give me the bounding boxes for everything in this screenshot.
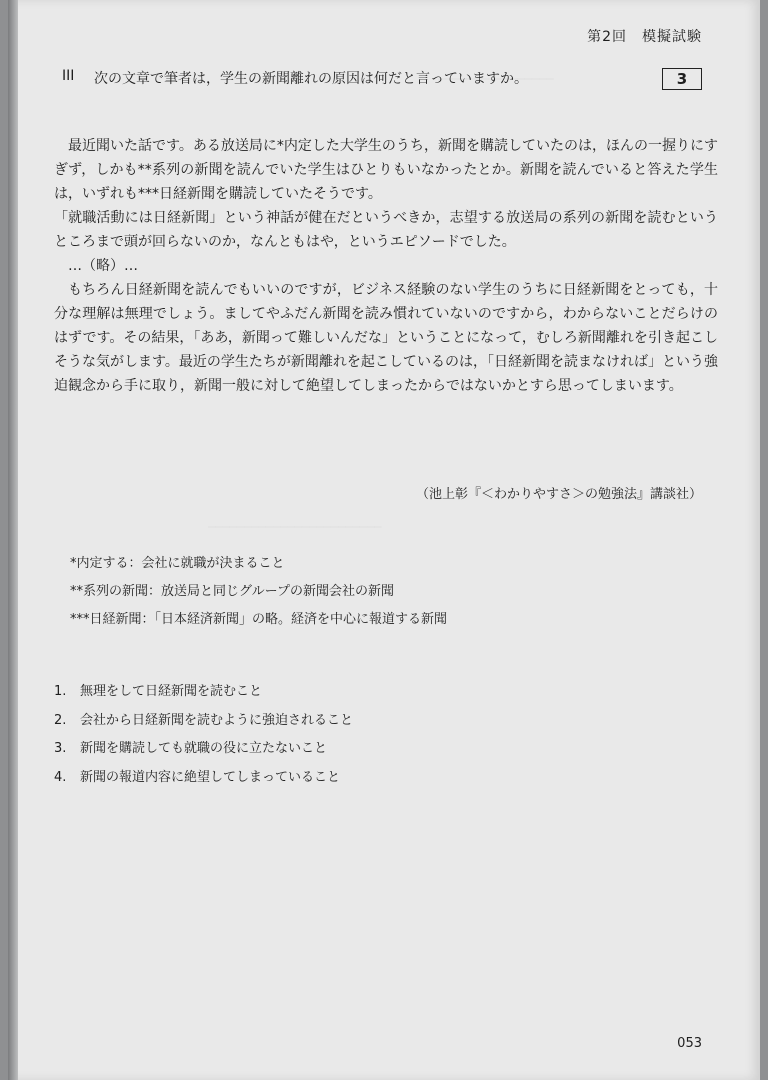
passage-omission: …（略）…	[68, 258, 138, 274]
question-text: 次の文章で筆者は，学生の新聞離れの原因は何だと言っていますか。	[94, 71, 528, 87]
passage-paragraph: もちろん日経新聞を読んでもいいのですが，ビジネス経験のない学生のうちに日経新聞をとっても，十分な理解は無理でしょう。ましてやふだん新聞を読み慣れていないのですから，わからないことだらけのはずです。その結果，「ああ，新聞って難しいんだな」ということになって，むしろ新聞離れを引き起こしそうな気がします。最近の学生たちが新聞離れを起こしているのは，「日経新聞を読まなければ」という強迫観念から手に取り，新聞一般に対して絶望してしまったからではないかとすら思ってしまいます。	[54, 282, 718, 394]
option-number: 4.	[54, 769, 67, 785]
answer-options	[54, 678, 353, 792]
bleed-through-text	[208, 520, 381, 534]
option-2[interactable]	[54, 707, 353, 736]
passage-paragraph: 最近聞いた話です。ある放送局に*内定した大学生のうち，新聞を購読していたのは，ほんの一握りにすぎず，しかも**系列の新聞を読んでいた学生はひとりもいなかったとか。新聞を読んでいると答えた学生は，いずれも***日経新聞を購読していたそうです。	[54, 138, 718, 202]
option-number: 2.	[54, 712, 67, 728]
option-number: 3.	[54, 741, 67, 756]
option-4[interactable]	[54, 764, 353, 793]
page-number: 053	[677, 1036, 702, 1051]
book-spine-shadow	[8, 0, 18, 1080]
option-3[interactable]	[54, 735, 353, 764]
option-text: 新聞を購読しても就職の役に立たないこと	[80, 741, 328, 756]
option-text: 新聞の報道内容に絶望してしまっていること	[80, 769, 341, 785]
question-number: III	[62, 68, 75, 84]
document-page	[8, 0, 760, 1080]
option-1[interactable]	[54, 678, 353, 707]
note-item: *内定する：会社に就職が決まること	[70, 556, 285, 571]
question-box-label: 3	[662, 68, 702, 90]
passage-paragraph: 「就職活動には日経新聞」という神話が健在だというべきか，志望する放送局の系列の新聞を読むというところまで頭が回らないのか，なんともはや，というエピソードでした。	[54, 210, 718, 250]
note-item: **系列の新聞：放送局と同じグループの新聞会社の新聞	[70, 584, 394, 599]
vocabulary-notes	[70, 550, 447, 634]
option-text: 無理をして日経新聞を読むこと	[80, 684, 263, 699]
reading-passage	[54, 134, 718, 398]
page-header: 第2回 模擬試験	[587, 29, 702, 45]
passage-source: （池上彰『＜わかりやすさ＞の勉強法』講談社）	[415, 487, 702, 502]
note-item: ***日経新聞：「日本経済新聞」の略。経済を中心に報道する新聞	[70, 612, 448, 627]
option-number: 1.	[54, 684, 67, 699]
option-text: 会社から日経新聞を読むように強迫されること	[80, 712, 354, 728]
